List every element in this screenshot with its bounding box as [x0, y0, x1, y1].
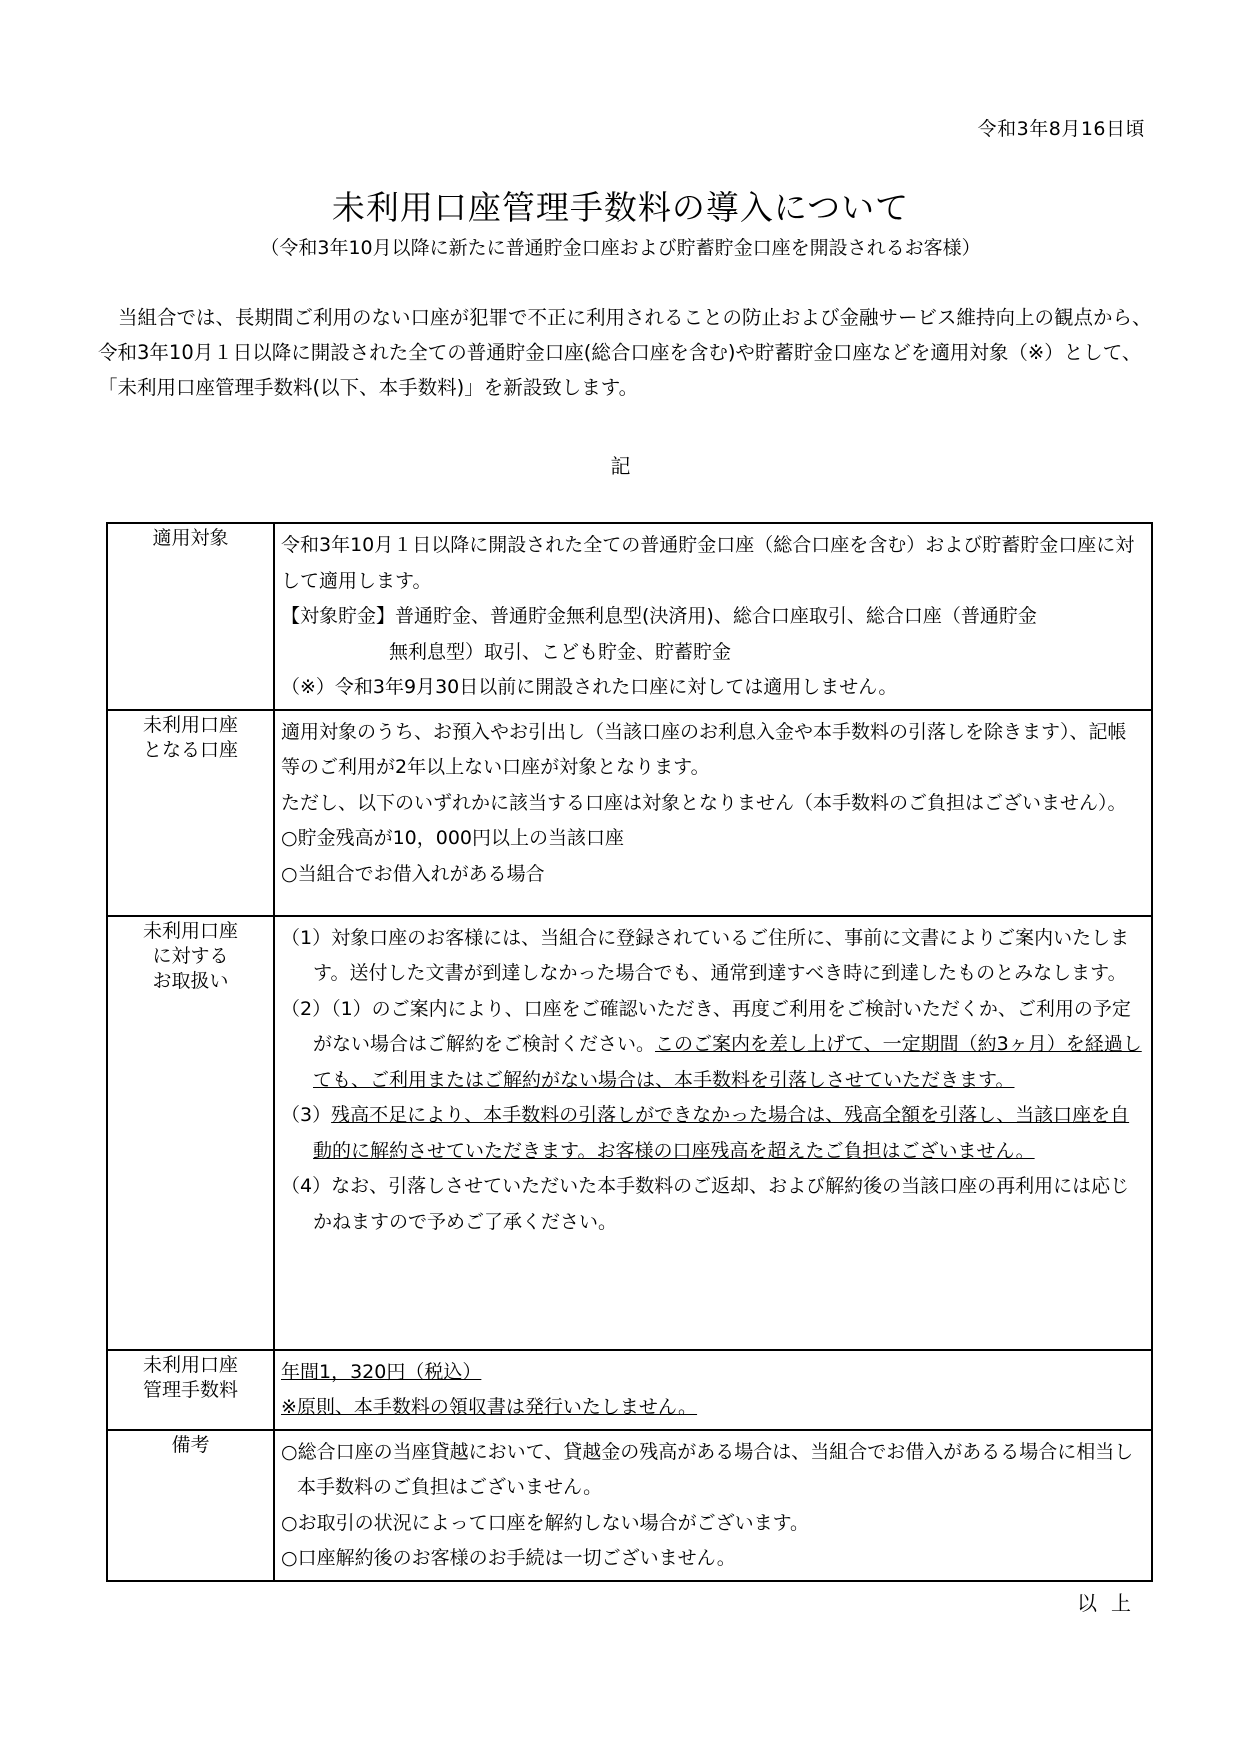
table-row — [107, 710, 1152, 916]
list-item-text: （3） — [281, 1104, 332, 1126]
row-header-label: 未利用口座 — [142, 919, 238, 942]
content-line: ○貯金残高が10，000円以上の当該口座 — [281, 827, 625, 849]
content-line: 令和3年10月１日以降に開設された全ての普通貯金口座（総合口座を含む）および貯蓄貯金口座に対して適用します。 — [281, 534, 1135, 592]
list-item: （4）なお、引落しさせていただいた本手数料のご返却、および解約後の当該口座の再利用には応じかねますので予めご了承ください。 — [281, 1175, 1130, 1233]
content-line: ○総合口座の当座貸越において、貸越金の残高がある場合は、当組合でお借入があるる場合に相当し本手数料のご負担はございません。 — [281, 1440, 1134, 1498]
row-header-label: 管理手数料 — [142, 1378, 238, 1401]
row-header-label: となる口座 — [142, 738, 238, 761]
content-line: 無利息型）取引、こども貯金、貯蓄貯金 — [389, 640, 732, 663]
content-line: ○当組合でお借入れがある場合 — [281, 862, 545, 885]
list-item: （1）対象口座のお客様には、当組合に登録されているご住所に、事前に文書によりご案内いたします。送付した文書が到達しなかった場合でも、通常到達すべき時に到達したものとみなします。 — [281, 926, 1130, 984]
row-header-fee — [107, 1350, 274, 1430]
row-content-unused-account — [274, 710, 1152, 916]
closing-mark: 以上 — [1077, 1591, 1145, 1615]
list-item-text: （2）（1）のご案内により、口座をご確認いただき、再度ご利用をご検討いただくか、ご利用の予定がない場合はご解約をご検討ください。 — [281, 997, 1131, 1055]
row-header-target — [107, 523, 274, 710]
row-header-handling — [107, 916, 274, 1350]
intro-paragraph: 当組合では、長期間ご利用のない口座が犯罪で不正に利用されることの防止および金融サービス維持向上の観点から、令和3年10月１日以降に開設された全ての普通貯金口座(総合口座を含む)や貯蓄貯金口座などを適用対象（※）として、「未利用口座管理手数料(以下、本手数料)」を新設致します。 — [98, 306, 1152, 399]
row-content-remarks — [274, 1430, 1152, 1581]
row-header-label: 未利用口座 — [142, 1353, 238, 1376]
list-item — [281, 1098, 1145, 1169]
content-line: 【対象貯金】普通貯金、普通貯金無利息型(決済用)、総合口座取引、総合口座（普通貯金 — [281, 605, 1037, 627]
table-row — [107, 523, 1152, 710]
row-header-unused-account — [107, 710, 274, 916]
table-row — [107, 1350, 1152, 1430]
row-content-target — [274, 523, 1152, 710]
page-subtitle: （令和3年10月以降に新たに普通貯金口座および貯蓄貯金口座を開設されるお客様） — [260, 237, 981, 259]
underlined-text: このご案内を差し上げて、一定期間（約3ヶ月）を経過しても、ご利用またはご解約がない場合は、本手数料を引落しさせていただきます。 — [313, 1033, 1142, 1091]
page-title: 未利用口座管理手数料の導入について — [331, 188, 910, 227]
table-row — [107, 916, 1152, 1350]
row-content-fee — [274, 1350, 1152, 1430]
row-header-label: お取扱い — [152, 969, 229, 992]
date-line: 令和3年8月16日頃 — [977, 118, 1145, 140]
row-header-label: に対する — [152, 944, 229, 967]
ki-heading: 記 — [610, 454, 631, 478]
row-header-label: 適用対象 — [152, 527, 229, 549]
row-header-label: 備考 — [171, 1433, 210, 1456]
fee-amount: 年間1，320円（税込） — [281, 1360, 482, 1383]
table-row — [107, 1430, 1152, 1581]
content-line: ただし、以下のいずれかに該当する口座は対象となりません（本手数料のご負担はございません）。 — [281, 791, 1127, 814]
details-table — [106, 522, 1153, 1582]
list-item — [281, 992, 1145, 1099]
content-line: ○お取引の状況によって口座を解約しない場合がございます。 — [281, 1511, 810, 1534]
content-line: （※）令和3年9月30日以前に開設された口座に対しては適用しません。 — [281, 676, 898, 698]
underlined-text: 残高不足により、本手数料の引落しができなかった場合は、残高全額を引落し、当該口座を自動的に解約させていただきます。お客様の口座残高を超えたご負担はございません。 — [313, 1104, 1130, 1162]
content-line: ○口座解約後のお客様のお手続は一切ございません。 — [281, 1547, 736, 1569]
content-line: 適用対象のうち、お預入やお引出し（当該口座のお利息入金や本手数料の引落しを除きます）、記帳等のご利用が2年以上ない口座が対象となります。 — [281, 720, 1127, 778]
row-header-label: 未利用口座 — [142, 713, 238, 736]
row-header-remarks — [107, 1430, 274, 1581]
receipt-note: ※原則、本手数料の領収書は発行いたしません。 — [281, 1396, 698, 1418]
row-content-handling — [274, 916, 1152, 1350]
